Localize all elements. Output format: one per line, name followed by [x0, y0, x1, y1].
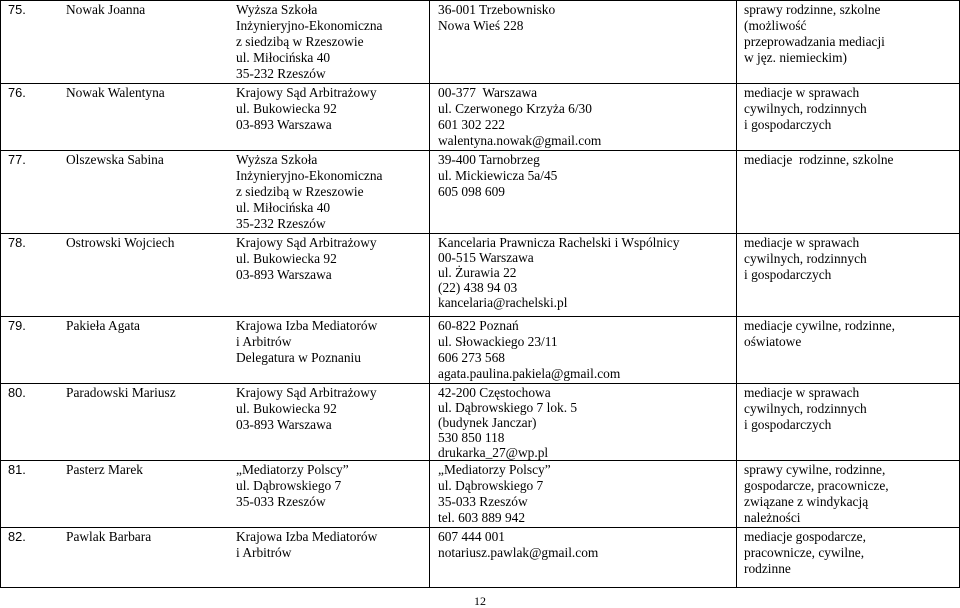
- contact-cell-line: ul. Czerwonego Krzyża 6/30: [438, 101, 592, 116]
- institution-cell-line: z siedzibą w Rzeszowie: [236, 34, 364, 49]
- specialization-cell-line: i gospodarczych: [744, 417, 832, 432]
- mediator-name: Ostrowski Wojciech: [66, 235, 175, 250]
- institution-cell-line: ul. Miłocińska 40: [236, 50, 331, 65]
- institution-cell-line: Delegatura w Poznaniu: [236, 350, 361, 365]
- institution-cell-line: Krajowa Izba Mediatorów: [236, 529, 378, 544]
- contact-cell-line: ul. Dąbrowskiego 7 lok. 5: [438, 400, 578, 415]
- contact-cell: [438, 2, 555, 34]
- contact-cell-line: 39-400 Tarnobrzeg: [438, 152, 540, 167]
- contact-cell-line: kancelaria@rachelski.pl: [438, 295, 568, 310]
- contact-cell-line: 607 444 001: [438, 529, 505, 544]
- contact-cell-line: walentyna.nowak@gmail.com: [438, 133, 602, 148]
- specialization-cell-line: cywilnych, rodzinnych: [744, 101, 867, 116]
- institution-cell-line: 03-893 Warszawa: [236, 267, 332, 282]
- contact-cell-line: „Mediatorzy Polscy”: [438, 462, 551, 477]
- contact-cell: [438, 385, 577, 460]
- contact-cell: [438, 152, 557, 200]
- row-number: 80.: [8, 385, 26, 400]
- row-number: 81.: [8, 462, 26, 477]
- specialization-cell: [744, 385, 867, 433]
- specialization-cell-line: (możliwość: [744, 18, 807, 33]
- row-divider: [0, 150, 960, 151]
- institution-cell-line: 03-893 Warszawa: [236, 417, 332, 432]
- specialization-cell: [744, 152, 893, 168]
- specialization-cell-line: cywilnych, rodzinnych: [744, 251, 867, 266]
- column-divider: [429, 0, 430, 588]
- institution-cell-line: „Mediatorzy Polscy”: [236, 462, 349, 477]
- contact-cell-line: 606 273 568: [438, 350, 505, 365]
- institution-cell: [236, 385, 377, 433]
- contact-cell-line: 530 850 118: [438, 430, 505, 445]
- specialization-cell-line: pracownicze, cywilne,: [744, 545, 865, 560]
- specialization-cell-line: oświatowe: [744, 334, 802, 349]
- institution-cell: [236, 318, 377, 366]
- contact-cell-line: Kancelaria Prawnicza Rachelski i Wspólnicy: [438, 235, 680, 250]
- column-divider: [736, 0, 737, 588]
- table-border-bottom: [0, 587, 960, 588]
- specialization-cell-line: cywilnych, rodzinnych: [744, 401, 867, 416]
- specialization-cell-line: mediacje w sprawach: [744, 385, 860, 400]
- institution-cell: [236, 529, 377, 561]
- institution-cell-line: Krajowy Sąd Arbitrażowy: [236, 235, 377, 250]
- contact-cell-line: ul. Dąbrowskiego 7: [438, 478, 544, 493]
- specialization-cell-line: mediacje cywilne, rodzinne,: [744, 318, 895, 333]
- contact-cell-line: 605 098 609: [438, 184, 505, 199]
- specialization-cell-line: związane z windykacją: [744, 494, 869, 509]
- specialization-cell-line: sprawy cywilne, rodzinne,: [744, 462, 886, 477]
- row-number: 82.: [8, 529, 26, 544]
- contact-cell-line: notariusz.pawlak@gmail.com: [438, 545, 599, 560]
- specialization-cell-line: mediacje w sprawach: [744, 85, 860, 100]
- row-divider: [0, 460, 960, 461]
- contact-cell-line: 00-377 Warszawa: [438, 85, 538, 100]
- institution-cell-line: 03-893 Warszawa: [236, 117, 332, 132]
- row-number: 77.: [8, 152, 26, 167]
- specialization-cell-line: w jęz. niemieckim): [744, 50, 847, 65]
- mediator-name: Pawlak Barbara: [66, 529, 152, 544]
- contact-cell-line: 42-200 Częstochowa: [438, 385, 551, 400]
- institution-cell-line: Wyższa Szkoła: [236, 152, 318, 167]
- specialization-cell-line: gospodarcze, pracownicze,: [744, 478, 889, 493]
- contact-cell-line: 36-001 Trzebownisko: [438, 2, 556, 17]
- mediator-name: Paradowski Mariusz: [66, 385, 176, 400]
- contact-cell-line: (22) 438 94 03: [438, 280, 518, 295]
- contact-cell-line: 35-033 Rzeszów: [438, 494, 528, 509]
- institution-cell-line: Krajowy Sąd Arbitrażowy: [236, 385, 377, 400]
- institution-cell: [236, 462, 349, 510]
- institution-cell: [236, 2, 383, 82]
- row-number: 78.: [8, 235, 26, 250]
- mediator-name: Pasterz Marek: [66, 462, 143, 477]
- specialization-cell: [744, 85, 867, 133]
- table-border-top: [0, 0, 960, 1]
- institution-cell-line: ul. Bukowiecka 92: [236, 101, 337, 116]
- institution-cell-line: Inżynieryjno-Ekonomiczna: [236, 168, 383, 183]
- mediator-name: Pakieła Agata: [66, 318, 140, 333]
- mediator-name: Nowak Joanna: [66, 2, 146, 17]
- contact-cell: [438, 318, 620, 382]
- institution-cell-line: ul. Bukowiecka 92: [236, 251, 337, 266]
- specialization-cell: [744, 462, 889, 526]
- specialization-cell: [744, 235, 867, 283]
- institution-cell-line: ul. Dąbrowskiego 7: [236, 478, 342, 493]
- contact-cell-line: ul. Słowackiego 23/11: [438, 334, 558, 349]
- institution-cell-line: Krajowa Izba Mediatorów: [236, 318, 378, 333]
- row-number: 79.: [8, 318, 26, 333]
- contact-cell-line: drukarka_27@wp.pl: [438, 445, 549, 460]
- institution-cell-line: 35-232 Rzeszów: [236, 216, 326, 231]
- specialization-cell-line: i gospodarczych: [744, 117, 832, 132]
- specialization-cell-line: przeprowadzania mediacji: [744, 34, 885, 49]
- institution-cell-line: 35-033 Rzeszów: [236, 494, 326, 509]
- row-number: 76.: [8, 85, 26, 100]
- row-divider: [0, 316, 960, 317]
- contact-cell-line: tel. 603 889 942: [438, 510, 526, 525]
- specialization-cell-line: należności: [744, 510, 801, 525]
- institution-cell-line: 35-232 Rzeszów: [236, 66, 326, 81]
- mediator-name: Nowak Walentyna: [66, 85, 165, 100]
- specialization-cell: [744, 318, 895, 350]
- contact-cell-line: Nowa Wieś 228: [438, 18, 524, 33]
- institution-cell-line: ul. Miłocińska 40: [236, 200, 331, 215]
- contact-cell-line: 60-822 Poznań: [438, 318, 519, 333]
- row-divider: [0, 83, 960, 84]
- specialization-cell-line: rodzinne: [744, 561, 791, 576]
- institution-cell: [236, 152, 383, 232]
- contact-cell-line: 601 302 222: [438, 117, 505, 132]
- row-number: 75.: [8, 2, 26, 17]
- page-number: 12: [474, 594, 486, 608]
- specialization-cell-line: mediacje gospodarcze,: [744, 529, 866, 544]
- institution-cell-line: Krajowy Sąd Arbitrażowy: [236, 85, 377, 100]
- row-divider: [0, 383, 960, 384]
- institution-cell-line: i Arbitrów: [236, 334, 292, 349]
- institution-cell: [236, 85, 377, 133]
- row-divider: [0, 527, 960, 528]
- contact-cell: [438, 462, 551, 526]
- contact-cell-line: (budynek Janczar): [438, 415, 537, 430]
- institution-cell-line: i Arbitrów: [236, 545, 292, 560]
- specialization-cell-line: i gospodarczych: [744, 267, 832, 282]
- specialization-cell-line: sprawy rodzinne, szkolne: [744, 2, 881, 17]
- mediator-name: Olszewska Sabina: [66, 152, 164, 167]
- institution-cell: [236, 235, 377, 283]
- row-divider: [0, 233, 960, 234]
- institution-cell-line: z siedzibą w Rzeszowie: [236, 184, 364, 199]
- contact-cell: [438, 529, 598, 561]
- institution-cell-line: ul. Bukowiecka 92: [236, 401, 337, 416]
- specialization-cell-line: mediacje rodzinne, szkolne: [744, 152, 894, 167]
- institution-cell-line: Inżynieryjno-Ekonomiczna: [236, 18, 383, 33]
- institution-cell-line: Wyższa Szkoła: [236, 2, 318, 17]
- specialization-cell: [744, 2, 885, 66]
- contact-cell-line: 00-515 Warszawa: [438, 250, 534, 265]
- contact-cell-line: agata.paulina.pakiela@gmail.com: [438, 366, 621, 381]
- contact-cell: [438, 85, 601, 149]
- column-divider: [0, 0, 1, 588]
- contact-cell-line: ul. Żurawia 22: [438, 265, 517, 280]
- contact-cell: [438, 235, 679, 310]
- specialization-cell-line: mediacje w sprawach: [744, 235, 860, 250]
- contact-cell-line: ul. Mickiewicza 5a/45: [438, 168, 558, 183]
- specialization-cell: [744, 529, 866, 577]
